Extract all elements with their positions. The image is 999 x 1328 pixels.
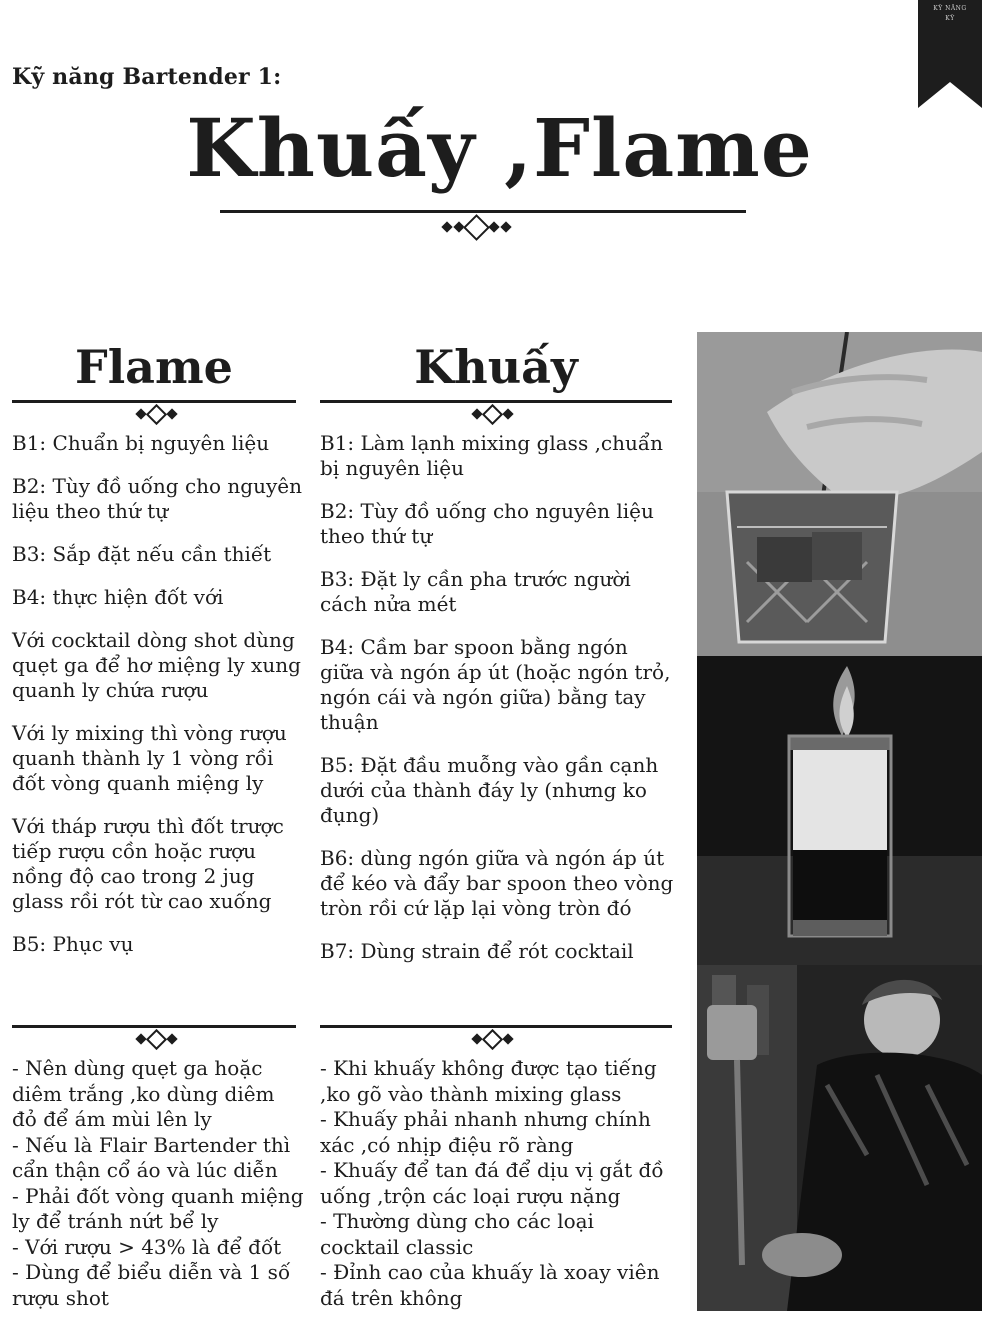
stir-note: - Đỉnh cao của khuấy là xoay viên đá trên không [320,1260,660,1310]
stir-note: - Khuấy phải nhanh nhưng chính xác ,có nhịp điệu rõ ràng [320,1107,651,1157]
flame-note: - Với rượu > 43% là để đốt [12,1234,282,1259]
flame-notes-ornament-icon [124,1031,188,1047]
stir-heading: Khuấy [414,340,578,394]
stir-notes [320,1056,678,1311]
flame-steps [12,431,302,975]
flame-heading: Flame [75,340,233,394]
stir-step: B4: Cầm bar spoon bằng ngón giữa và ngón áp út (hoặc ngón trỏ, ngón cái và ngón giữa) bằng tay thuận [320,635,671,734]
flame-notes [12,1056,304,1311]
stir-step: B3: Đặt ly cần pha trước người cách nửa mét [320,567,631,616]
flame-ornament-icon [124,406,188,422]
flame-step: Với tháp rượu thì đốt trược tiếp rượu cồn hoặc rượu nồng độ cao trong 2 jug glass rồi rót từ cao xuống [12,814,284,913]
stir-note: - Thường dùng cho các loại cocktail classic [320,1209,594,1259]
flame-step: B5: Phục vụ [12,932,134,956]
stir-step: B7: Dùng strain để rót cocktail [320,939,634,963]
eyebrow-label: Kỹ năng Bartender 1: [12,64,282,90]
flame-step: B4: thực hiện đốt với [12,585,224,609]
stir-note: - Khuấy để tan đá để dịu vị gắt đồ uống ,trộn các loại rượu nặng [320,1158,664,1208]
bookmark-ribbon-icon [918,0,982,108]
flame-step: Với cocktail dòng shot dùng quẹt ga để hơ miệng ly xung quanh ly chứa rượu [12,628,301,702]
stir-step: B1: Làm lạnh mixing glass ,chuẩn bị nguyên liệu [320,431,664,480]
flame-note: - Nếu là Flair Bartender thì cẩn thận cổ áo và lúc diễn [12,1132,291,1182]
stir-heading-rule [320,400,672,403]
page-title: Khuấy ,Flame [186,101,813,195]
stir-notes-ornament-icon [460,1031,524,1047]
stir-step: B5: Đặt đầu muỗng vào gần cạnh dưới của thành đáy ly (nhưng ko đụng) [320,753,659,827]
flame-note: - Nên dùng quẹt ga hoặc diêm trắng ,ko dùng diêm đỏ để ám mùi lên ly [12,1056,275,1131]
flame-step: B2: Tùy đồ uống cho nguyên liệu theo thứ tự [12,474,303,523]
flame-note: - Dùng để biểu diễn và 1 số rượu shot [12,1260,291,1310]
stir-steps [320,431,676,982]
flame-notes-rule [12,1025,296,1028]
stir-ornament-icon [460,406,524,422]
flame-heading-rule [12,400,296,403]
title-ornament-icon [430,219,522,235]
flame-note: - Phải đốt vòng quanh miệng ly để tránh nứt bể ly [12,1183,304,1233]
bookmark-label: KỸ NĂNG KỸ [933,5,967,22]
flame-step: Với ly mixing thì vòng rượu quanh thành ly 1 vòng rồi đốt vòng quanh miệng ly [12,721,287,795]
bartender-photo [697,965,982,1311]
stir-note: - Khi khuấy không được tạo tiếng ,ko gõ vào thành mixing glass [320,1056,657,1106]
stir-notes-rule [320,1025,672,1028]
title-divider [220,210,746,213]
stir-step: B6: dùng ngón giữa và ngón áp út để kéo và đẩy bar spoon theo vòng tròn rồi cứ lặp lại vòng tròn đó [320,846,674,920]
flaming-shot-photo [697,656,982,965]
flame-step: B3: Sắp đặt nếu cần thiết [12,542,272,566]
stir-step: B2: Tùy đồ uống cho nguyên liệu theo thứ tự [320,499,654,548]
flame-step: B1: Chuẩn bị nguyên liệu [12,431,270,455]
stirring-photo [697,332,982,656]
